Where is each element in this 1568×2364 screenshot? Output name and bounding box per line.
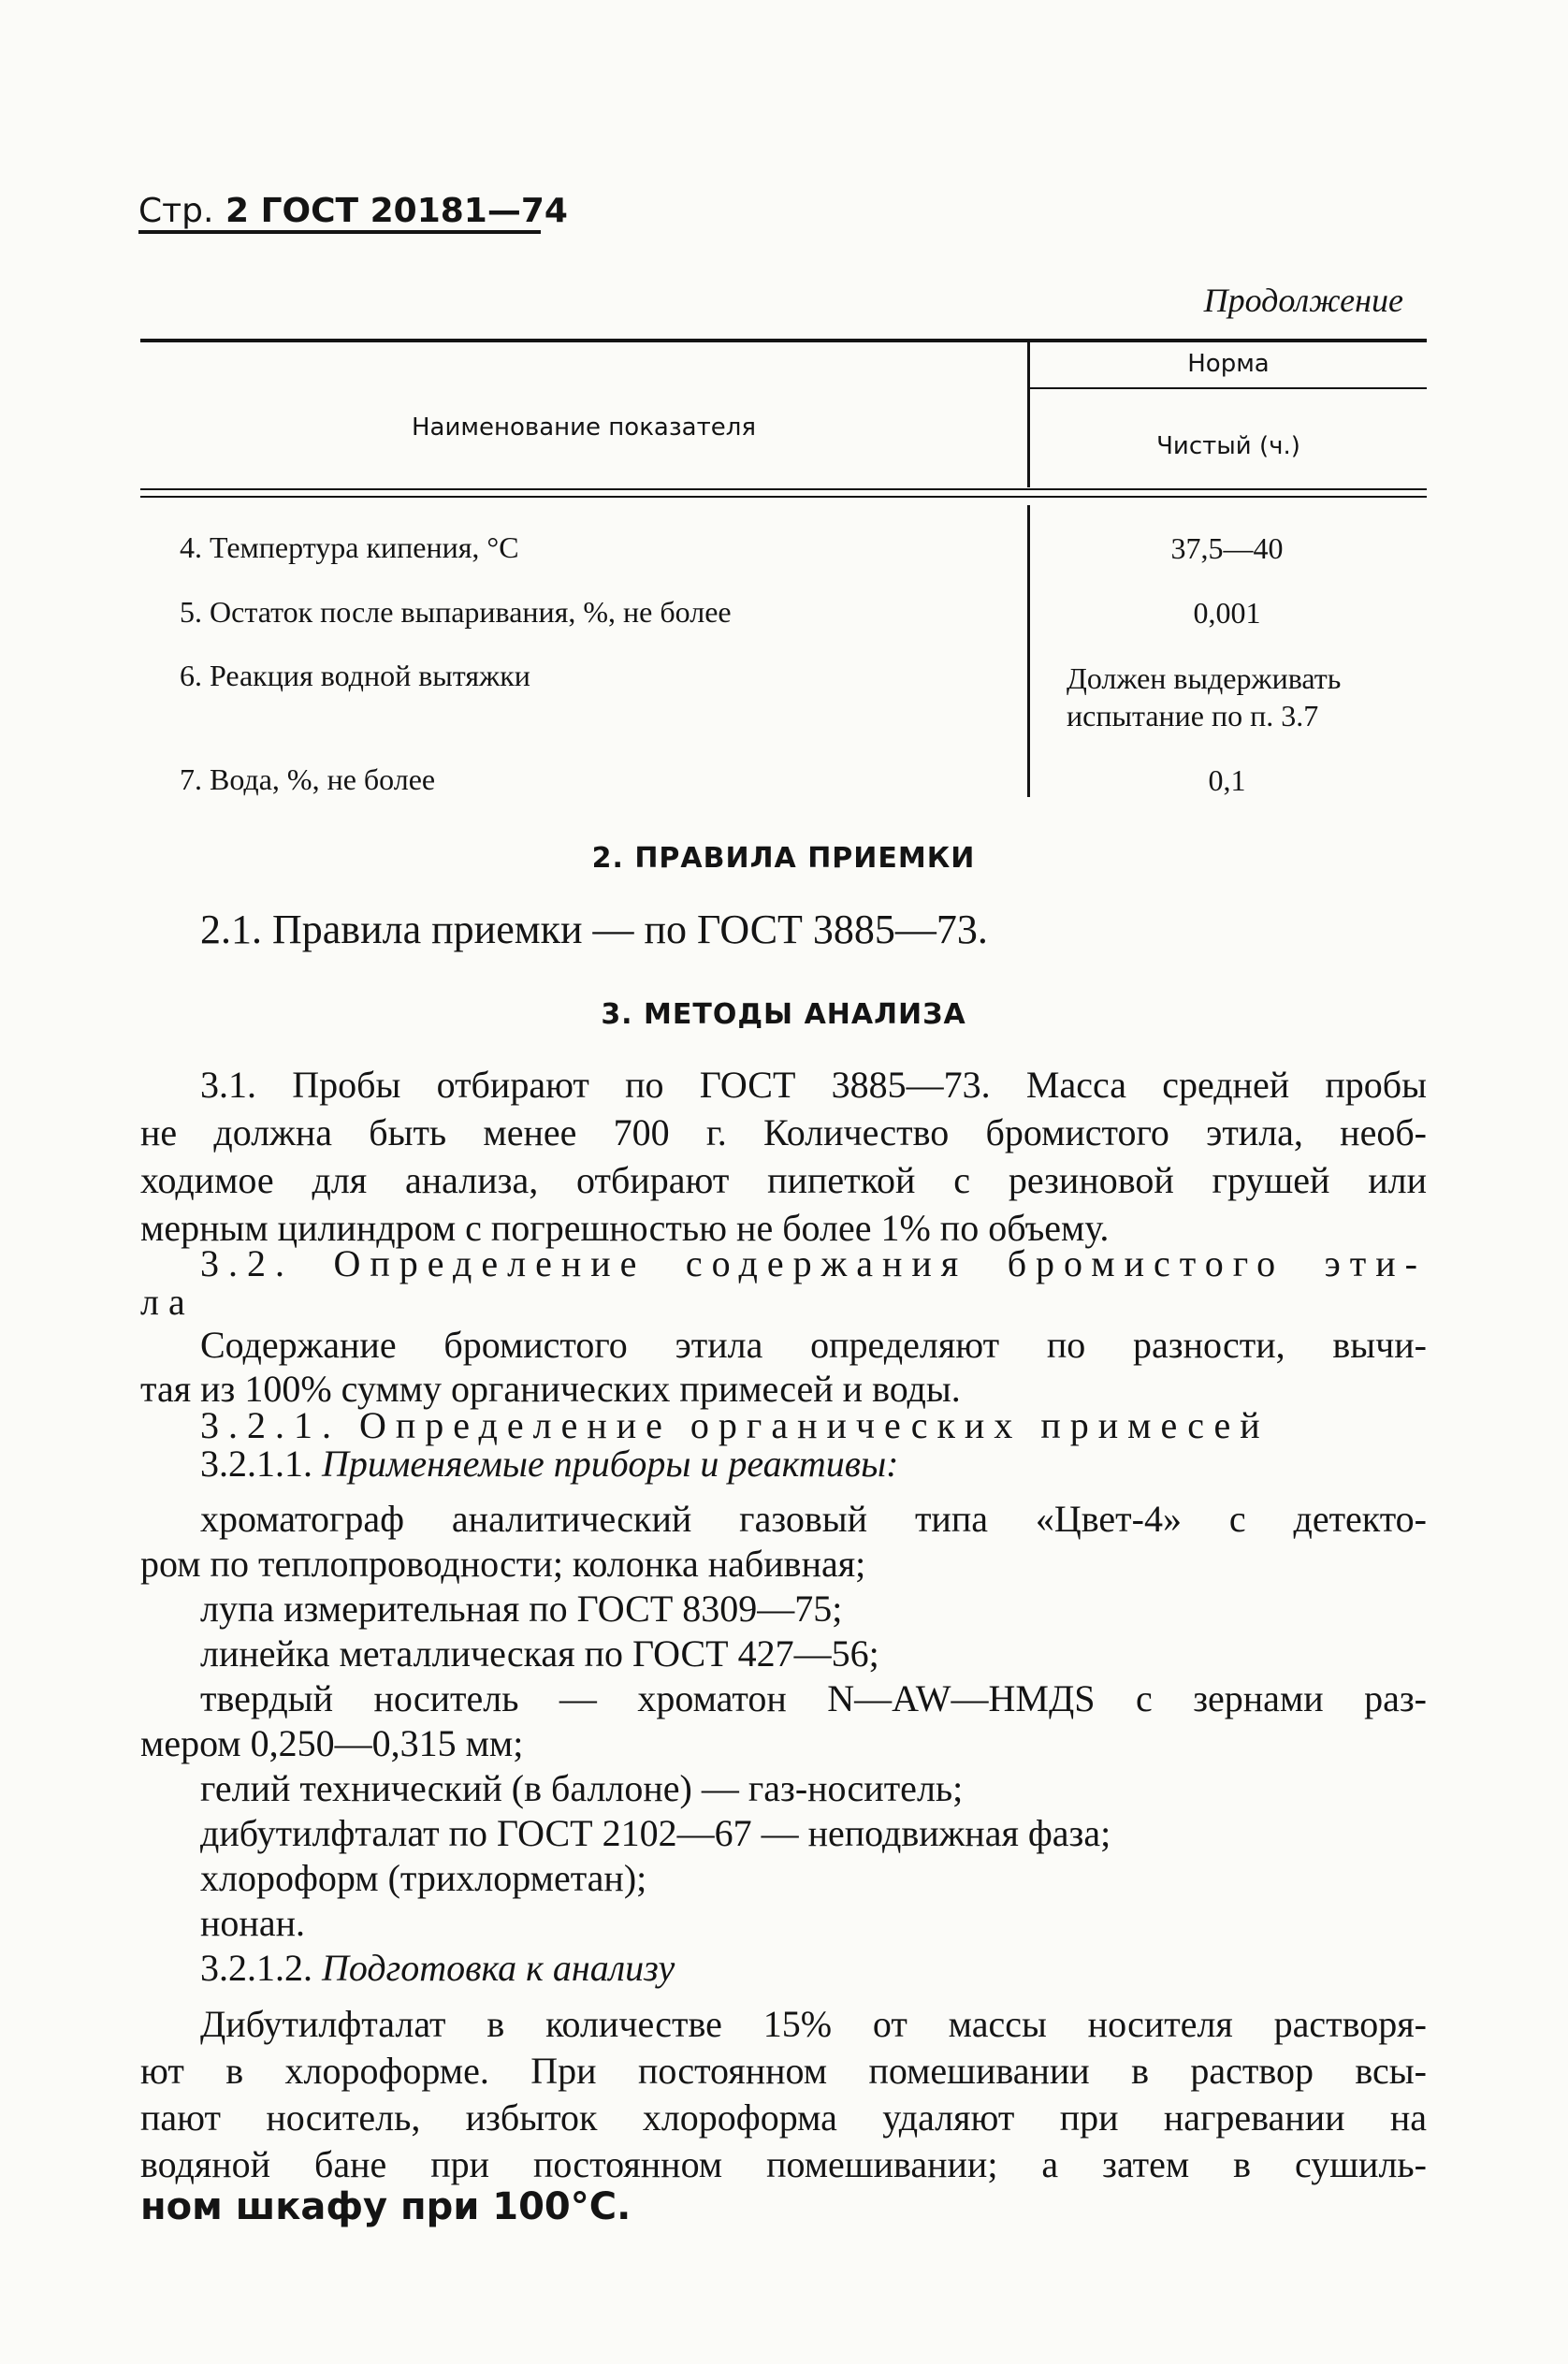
- paragraph-line: мерным цилиндром с погрешностью не более 1% по объему.: [140, 1207, 1110, 1249]
- list-item: лупа измерительная по ГОСТ 8309—75;: [200, 1588, 843, 1630]
- list-item: мером 0,250—0,315 мм;: [140, 1722, 524, 1764]
- properties-table: [140, 339, 1427, 806]
- page-label: Стр.: [138, 192, 214, 230]
- column-header-name: Наименование показателя: [411, 413, 756, 442]
- list-item: ром по теплопроводности; колонка набивная;: [140, 1543, 866, 1585]
- list-item: хлороформ (трихлорметан);: [200, 1857, 647, 1899]
- paragraph-line: не должна быть менее 700 г. Количество бромистого этила, необ-: [140, 1111, 1427, 1153]
- table-row-value: 0,1: [1208, 763, 1246, 797]
- header-rule: [138, 230, 541, 234]
- table-row-label: 4. Темпертура кипения, °С: [180, 530, 519, 564]
- subheading-3-2-1: 3.2.1. Определение органических примесей: [200, 1404, 1270, 1446]
- paragraph-line: Дибутилфталат в количестве 15% от массы носителя растворя-: [200, 2003, 1427, 2045]
- table-row-label: 7. Вода, %, не более: [180, 762, 436, 796]
- clause-number: 3.2.1.1.: [200, 1443, 312, 1485]
- table-row-value: 0,001: [1193, 596, 1261, 630]
- subheading-3-2-1-2: [200, 1946, 675, 1990]
- clause-title: Подготовка к анализу: [322, 1947, 675, 1989]
- paragraph-line: Содержание бромистого этила определяют по разности, вычи-: [200, 1324, 1427, 1366]
- paragraph-line: ходимое для анализа, отбирают пипеткой с резиновой грушей или: [140, 1159, 1427, 1201]
- continuation-label: Продолжение: [1203, 282, 1403, 319]
- table-row-value: испытание по п. 3.7: [1067, 699, 1319, 732]
- list-item: гелий технический (в баллоне) — газ-носитель;: [200, 1767, 964, 1809]
- table-row-label: 5. Остаток после выпаривания, %, не более: [180, 595, 732, 629]
- table-header-rule-2: [140, 496, 1427, 498]
- paragraph-line: водяной бане при постоянном помешивании; а затем в сушиль-: [140, 2143, 1427, 2185]
- page-number: 2: [225, 192, 250, 230]
- subheading-3-2: 3.2. Определение содержания бромистого эти-: [200, 1242, 1427, 1284]
- column-header-norm: Норма: [1187, 350, 1270, 378]
- table-row-label: 6. Реакция водной вытяжки: [180, 659, 530, 692]
- paragraph-line: ном шкафу при 100°С.: [140, 2185, 632, 2228]
- table-row-value: 37,5—40: [1170, 531, 1284, 565]
- list-item: дибутилфталат по ГОСТ 2102—67 — неподвижная фаза;: [200, 1812, 1111, 1854]
- list-item: твердый носитель — хроматон N—AW—HMДS с зернами раз-: [200, 1677, 1427, 1719]
- paragraph-2-1: 2.1. Правила приемки — по ГОСТ 3885—73.: [200, 906, 988, 952]
- paragraph-line: пают носитель, избыток хлороформа удаляют при нагревании на: [140, 2096, 1427, 2139]
- paragraph-line: ют в хлороформе. При постоянном помешивании в раствор всы-: [140, 2050, 1427, 2092]
- table-header-rule-1: [140, 488, 1427, 490]
- clause-number: 3.2.1.2.: [200, 1947, 312, 1989]
- subheading-3-2-cont: ла: [140, 1281, 195, 1323]
- list-item: нонан.: [200, 1902, 305, 1944]
- section-title-methods: 3. МЕТОДЫ АНАЛИЗА: [601, 998, 966, 1031]
- list-item: хроматограф аналитический газовый типа «Цвет-4» с детекто-: [200, 1498, 1427, 1540]
- norm-rule: [1030, 387, 1427, 389]
- list-item: линейка металлическая по ГОСТ 427—56;: [200, 1632, 879, 1675]
- standard-code: ГОСТ 20181—74: [260, 192, 568, 230]
- table-row-value: Должен выдерживать: [1067, 661, 1342, 695]
- column-header-grade: Чистый (ч.): [1156, 432, 1300, 460]
- table-top-rule: [140, 339, 1427, 342]
- clause-title: Применяемые приборы и реактивы:: [322, 1443, 899, 1485]
- paragraph-line: тая из 100% сумму органических примесей и воды.: [140, 1368, 961, 1410]
- page-header: [138, 192, 568, 230]
- section-title-acceptance: 2. ПРАВИЛА ПРИЕМКИ: [591, 842, 976, 875]
- paragraph-line: 3.1. Пробы отбирают по ГОСТ 3885—73. Масса средней пробы: [200, 1064, 1427, 1106]
- subheading-3-2-1-1: [200, 1442, 898, 1486]
